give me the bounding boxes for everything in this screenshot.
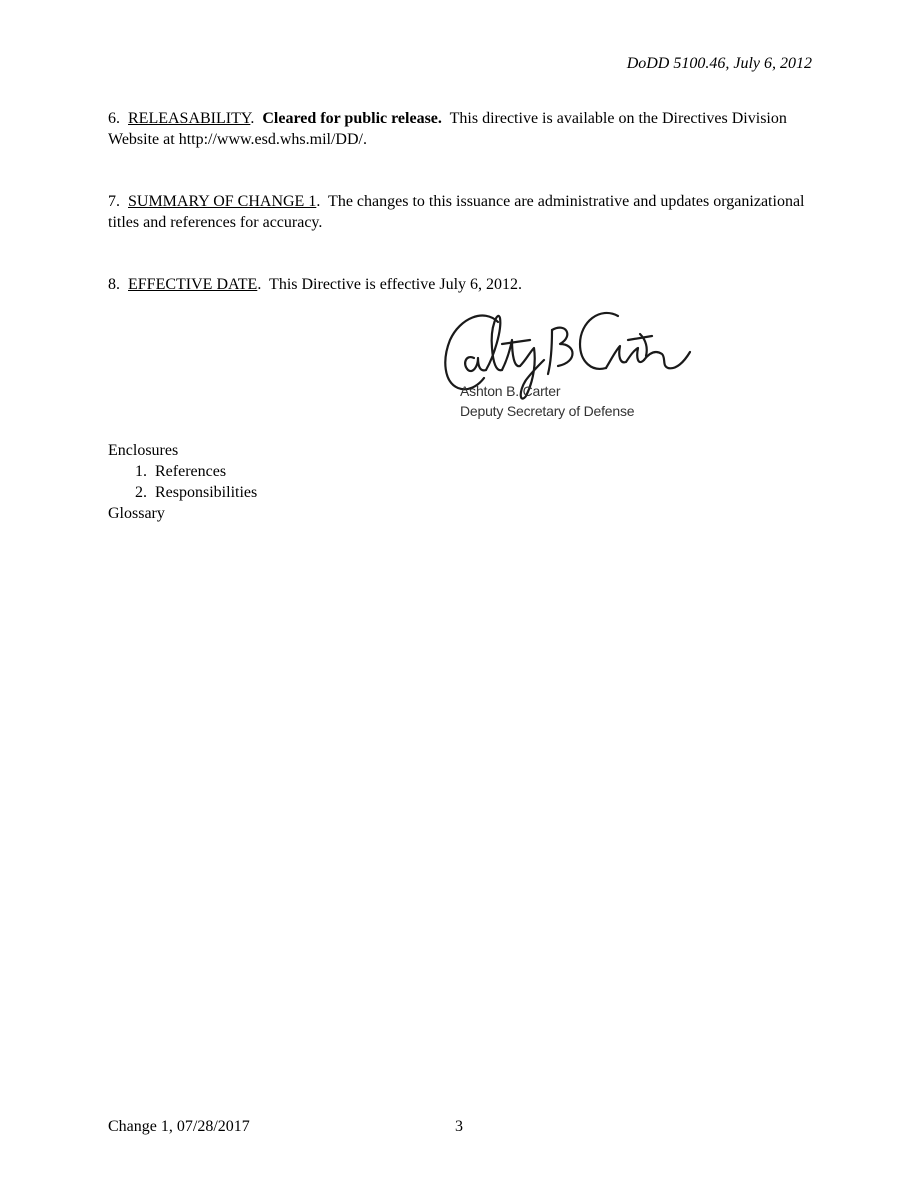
enclosures-heading: Enclosures [108, 442, 179, 459]
section-text: This Directive is effective July 6, 2012. [269, 276, 523, 293]
footer-change-note: Change 1, 07/28/2017 [108, 1118, 250, 1135]
signer-name: Ashton B. Carter [460, 383, 561, 399]
section-summary-of-change: 7. SUMMARY OF CHANGE 1. The changes to this issuance are administrative and updates organizational titles and references for accuracy. [108, 193, 805, 231]
list-item [108, 461, 257, 482]
section-heading: EFFECTIVE DATE [128, 276, 258, 293]
section-bold-text: Cleared for public release. [262, 110, 442, 127]
signer-title: Deputy Secretary of Defense [460, 403, 635, 419]
enclosures-list [108, 440, 257, 524]
section-releasability: 6. RELEASABILITY. Cleared for public release. This directive is available on the Directives Division Website at http://www.esd.whs.mil/DD/. [108, 110, 787, 148]
section-number: 7. [108, 193, 120, 210]
page-header: DoDD 5100.46, July 6, 2012 [626, 55, 812, 72]
item-number: 2. [135, 484, 147, 501]
section-heading: SUMMARY OF CHANGE 1 [128, 193, 317, 210]
item-label: References [155, 463, 227, 480]
list-item [108, 482, 257, 503]
section-text: The changes to this issuance are administrative and updates organizational titles and references for accuracy. [108, 193, 805, 231]
section-heading: RELEASABILITY [128, 110, 251, 127]
signature-block [440, 300, 700, 425]
glossary-label: Glossary [108, 505, 165, 522]
section-effective-date: 8. EFFECTIVE DATE. This Directive is effective July 6, 2012. [108, 276, 523, 293]
item-number: 1. [135, 463, 147, 480]
footer-page-number: 3 [455, 1118, 463, 1135]
section-number: 6. [108, 110, 120, 127]
section-text: This directive is available on the Directives Division Website at http://www.esd.whs.mil/DD/. [108, 110, 787, 148]
item-label: Responsibilities [155, 484, 258, 501]
section-number: 8. [108, 276, 120, 293]
